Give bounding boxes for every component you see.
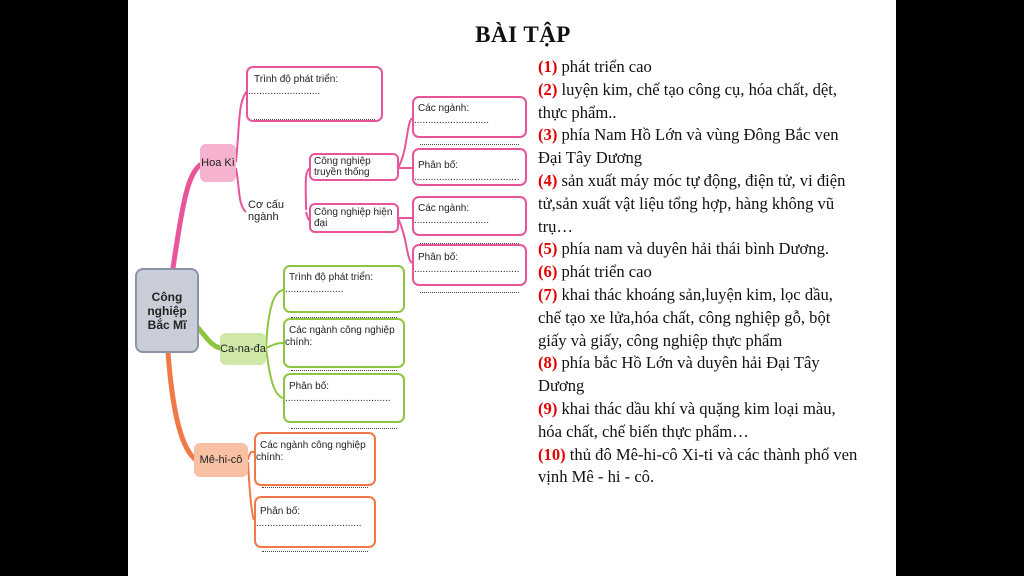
canada-phan-bo-label: Phân bố: ......................................	[285, 381, 391, 404]
answer-number: (10)	[538, 444, 566, 464]
hoa-ki-trinh-do-box	[246, 66, 383, 122]
answer-number: (4)	[538, 170, 558, 190]
answer-number: (3)	[538, 125, 558, 145]
co-cau-nganh-label: Cơ cấu ngành	[248, 199, 284, 223]
canada-phan-bo-box	[283, 373, 405, 423]
hd-cac-nganh-box	[412, 196, 527, 236]
answer-text: khai thác dầu khí và quặng kim loại màu, hóa chất, chế biến thực phẩm…	[538, 398, 836, 441]
tt-cac-nganh-box	[412, 96, 527, 138]
answer-blank	[291, 357, 397, 371]
canada-cac-nganh-label: Các ngành công nghiệp chính:	[285, 325, 395, 348]
answer-item	[538, 444, 858, 490]
mexico-phan-bo-box	[254, 496, 376, 548]
answer-blank	[291, 415, 397, 429]
answer-text: phía Nam Hồ Lớn và vùng Đông Bắc ven Đại Tây Dương	[538, 125, 839, 168]
answer-blank	[420, 279, 519, 293]
slide-title: BÀI TẬP	[475, 22, 571, 47]
answer-text: luyện kim, chế tạo công cụ, hóa chất, dệt, thực phẩm..	[538, 79, 838, 122]
truyen-thong-node	[309, 153, 399, 181]
canada-trinh-do-box	[283, 265, 405, 313]
answer-blank	[420, 131, 519, 145]
mexico-cac-nganh-label: Các ngành công nghiệp chính:	[256, 440, 366, 463]
answer-blank	[262, 538, 368, 552]
tt-phan-bo-label: Phân bố: ......................................	[414, 160, 520, 183]
answer-number: (7)	[538, 284, 558, 304]
answer-item	[538, 284, 858, 352]
answer-text: khai thác khoáng sản,luyện kim, lọc dầu, chế tạo xe lửa,hóa chất, công nghiệp gỗ, bột giấy và giấy, công nghiệp thực phẩm	[538, 284, 833, 350]
answer-item	[538, 124, 858, 170]
answer-text: thủ đô Mê-hi-cô Xi-ti và các thành phố ven vịnh Mê - hi - cô.	[538, 444, 858, 487]
answer-item	[538, 79, 858, 125]
answer-item	[538, 352, 858, 398]
answer-text: phát triển cao	[557, 57, 652, 76]
answer-text: phía nam và duyên hải thái bình Dương.	[557, 239, 830, 259]
canada-trinh-do-label: Trình độ phát triển: .....................	[285, 272, 374, 295]
mexico-phan-bo-label: Phân bố: ......................................	[256, 506, 362, 529]
mexico-cac-nganh-box	[254, 432, 376, 486]
hd-cac-nganh-label: Các ngành: ...........................	[414, 203, 490, 226]
answer-text: phía bắc Hồ Lớn và duyên hải Đại Tây Dương	[538, 353, 820, 396]
answer-blank	[262, 474, 368, 488]
answer-number: (1)	[538, 57, 558, 76]
answer-number: (9)	[538, 398, 558, 418]
canada-node	[220, 333, 266, 365]
hoa-ki-label: Hoa Kì	[201, 157, 235, 169]
answer-number: (8)	[538, 353, 558, 373]
answer-blank	[254, 106, 375, 120]
hoa-ki-node	[200, 144, 236, 182]
hien-dai-label: Công nghiệp hiện đại	[314, 207, 393, 229]
tt-phan-bo-box	[412, 148, 527, 186]
canada-cac-nganh-box	[283, 318, 405, 368]
answer-number: (6)	[538, 262, 558, 282]
answer-list	[538, 56, 858, 489]
hd-phan-bo-box	[412, 244, 527, 286]
mexico-label: Mê-hi-cô	[199, 454, 243, 466]
answer-text: sản xuất máy móc tự động, điện tử, vi điện tử,sản xuất vật liệu tổng hợp, hàng không vũ trụ…	[538, 170, 846, 236]
answer-blank	[420, 230, 519, 244]
co-cau-nganh-node	[246, 196, 304, 226]
hoa-ki-trinh-do-label: Trình độ phát triển: ..........................	[248, 74, 339, 97]
hien-dai-node	[309, 203, 399, 233]
answer-item	[538, 56, 858, 79]
hd-phan-bo-label: Phân bố: ......................................	[414, 252, 520, 275]
root-label-line1: Công nghiệp	[147, 289, 187, 318]
answer-item	[538, 261, 858, 284]
truyen-thong-label: Công nghiệp truyền thống	[314, 156, 371, 178]
answer-number: (2)	[538, 79, 558, 99]
canada-label: Ca-na-đa	[220, 343, 266, 355]
slide	[128, 0, 896, 576]
answer-number: (5)	[538, 239, 558, 259]
answer-text: phát triển cao	[557, 262, 652, 282]
answer-item	[538, 398, 858, 444]
mexico-node	[194, 443, 248, 477]
answer-item	[538, 170, 858, 238]
answer-blank	[291, 304, 397, 318]
root-node	[135, 268, 199, 353]
root-label-line2: Bắc Mĩ	[147, 317, 187, 332]
answer-item	[538, 238, 858, 261]
tt-cac-nganh-label: Các ngành: ...........................	[414, 103, 490, 126]
